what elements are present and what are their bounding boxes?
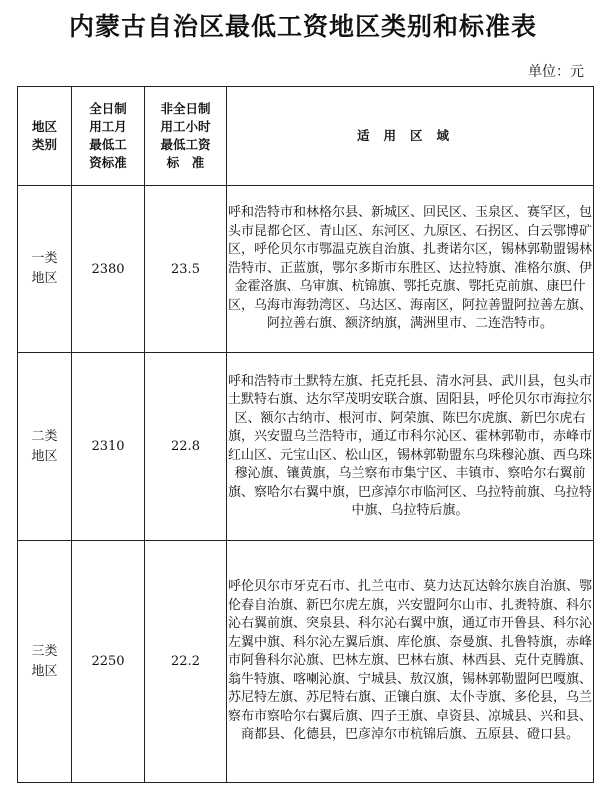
page-title: 内蒙古自治区最低工资地区类别和标准表 <box>68 12 537 41</box>
row-areas: 呼伦贝尔市牙克石市、扎兰屯市、莫力达瓦达斡尔族自治旗、鄂伦春自治旗、新巴尔虎左旗，兴安盟阿尔山市、扎赉特旗、科尔沁右翼前旗、突泉县、科尔沁右翼中旗，通辽市开鲁县、科尔沁左翼中旗、科尔沁左翼后旗、库伦旗、奈曼旗、扎鲁特旗，赤峰市阿鲁科尔沁旗、巴林左旗、巴林右旗、林西县、克什克腾旗、翁牛特旗、喀喇沁旗、宁城县、敖汉旗，锡林郭勒盟阿巴嘎旗、苏尼特左旗、苏尼特右旗、正镶白旗、太仆寺旗、多伦县，乌兰察布市察哈尔右翼后旗、四子王旗、卓资县、凉城县、兴和县、商都县、化德县，巴彦淖尔市杭锦后旗、五原县、磴口县。 <box>227 541 594 783</box>
table-row <box>18 353 594 541</box>
row-category: 二类 地区 <box>18 353 72 541</box>
row-hourly-wage: 22.8 <box>145 353 227 541</box>
row-areas: 呼和浩特市和林格尔县、新城区、回民区、玉泉区、赛罕区，包头市昆都仑区、青山区、东河区、九原区、石拐区、白云鄂博矿区，呼伦贝尔市鄂温克族自治旗、扎赉诺尔区，锡林郭勒盟锡林浩特市、正蓝旗，鄂尔多斯市东胜区、达拉特旗、准格尔旗、伊金霍洛旗、乌审旗、杭锦旗、鄂托克旗、鄂托克前旗、康巴什区，乌海市海勃湾区、乌达区、海南区，阿拉善盟阿拉善左旗、阿拉善右旗、额济纳旗，满洲里市、二连浩特市。 <box>227 186 594 353</box>
row-monthly-wage: 2380 <box>72 186 145 353</box>
row-category: 三类 地区 <box>18 541 72 783</box>
table-row <box>18 186 594 353</box>
unit-label: 单位：元 <box>528 64 584 80</box>
row-monthly-wage: 2250 <box>72 541 145 783</box>
min-wage-table <box>17 86 594 783</box>
header-monthly-wage: 全日制 用工月 最低工 资标准 <box>72 87 145 186</box>
table-row <box>18 541 594 783</box>
table-header-row <box>18 87 594 186</box>
row-category: 一类 地区 <box>18 186 72 353</box>
row-areas: 呼和浩特市土默特左旗、托克托县、清水河县、武川县，包头市土默特右旗、达尔罕茂明安联合旗、固阳县，呼伦贝尔市海拉尔区、额尔古纳市、根河市、阿荣旗、陈巴尔虎旗、新巴尔虎右旗，兴安盟乌兰浩特市，通辽市科尔沁区、霍林郭勒市，赤峰市红山区、元宝山区、松山区，锡林郭勒盟东乌珠穆沁旗、西乌珠穆沁旗、镶黄旗，乌兰察布市集宁区、丰镇市、察哈尔右翼前旗、察哈尔右翼中旗，巴彦淖尔市临河区、乌拉特前旗、乌拉特中旗、乌拉特后旗。 <box>227 353 594 541</box>
row-hourly-wage: 22.2 <box>145 541 227 783</box>
row-monthly-wage: 2310 <box>72 353 145 541</box>
header-hourly-wage: 非全日制 用工小时 最低工资 标 准 <box>145 87 227 186</box>
header-category: 地区 类别 <box>18 87 72 186</box>
header-scope: 适用区域 <box>227 87 594 186</box>
row-hourly-wage: 23.5 <box>145 186 227 353</box>
